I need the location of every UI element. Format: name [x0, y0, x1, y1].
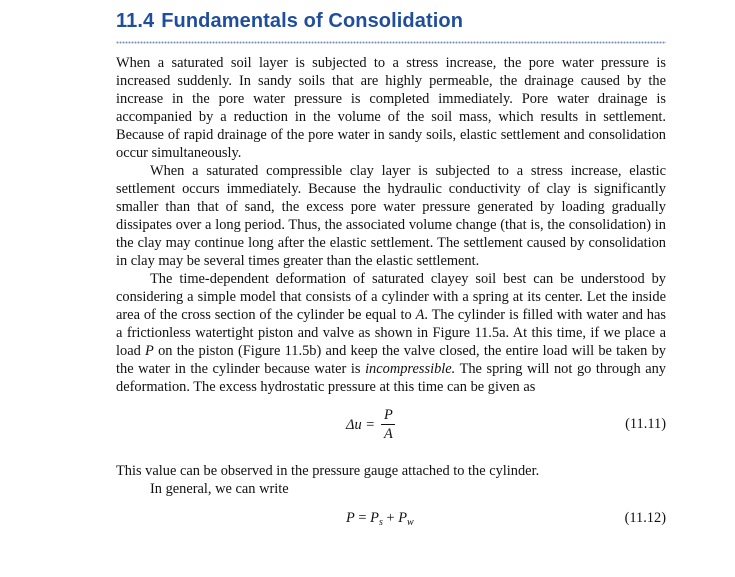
- fraction: [381, 406, 396, 443]
- emphasis-incompressible: incompressible.: [365, 361, 456, 377]
- section-title: Fundamentals of Consolidation: [161, 10, 464, 32]
- fraction-numerator: P: [383, 407, 393, 423]
- paragraph-3-part-2: . The cylinder is filled with water and has a frictionless watertight piston and valve as shown in Figure 11.5a. At this time, if we place a load: [116, 307, 666, 359]
- equation-11-12-lhs: P: [346, 510, 355, 526]
- paragraph-3: [116, 270, 666, 396]
- term-ps: P: [370, 510, 379, 526]
- plus-sign: +: [386, 510, 395, 526]
- equation-number-11-12: (11.12): [624, 510, 666, 526]
- section-heading: [116, 10, 463, 33]
- paragraph-5: In general, we can write: [150, 481, 289, 497]
- dotted-rule: [116, 41, 666, 44]
- equation-11-11-body: [346, 406, 396, 443]
- term-pw: P: [398, 510, 407, 526]
- paragraph-1: When a saturated soil layer is subjected to a stress increase, the pore water pressure is increased suddenly. In sandy soils that are highly permeable, the drainage caused by the increase in the pore water pressure is completed immediately. Pore water drainage is accompanied by a reduction in the volume of the soil mass, which results in settlement. Because of rapid drainage of the pore water in sandy soils, elastic settlement and consolidation occur simultaneously.: [116, 55, 666, 161]
- equation-11-12: [116, 498, 666, 538]
- equals-sign: =: [358, 510, 367, 526]
- paragraph-3-part-1: The time-dependent deformation of saturated clayey soil best can be understood by considering a simple model that consists of a cylinder with a spring at its center. Let the inside area of the cross section of the cylinder be equal to: [116, 271, 666, 323]
- equation-11-11: [116, 396, 666, 462]
- section-number: 11.4: [116, 10, 155, 32]
- equation-11-11-lhs: Δu =: [346, 416, 375, 433]
- paragraph-3-part-4: The spring will not go through any deformation. The excess hydrostatic pressure at this time can be given as: [116, 361, 667, 395]
- body-text: [116, 54, 666, 538]
- equation-number-11-11: (11.11): [625, 416, 666, 432]
- variable-p: P: [145, 343, 154, 359]
- equation-11-12-body: [346, 509, 414, 527]
- fraction-denominator: A: [383, 426, 393, 442]
- subscript-w: w: [406, 517, 414, 528]
- variable-a: A: [415, 307, 425, 323]
- subscript-s: s: [378, 517, 383, 528]
- paragraph-4: This value can be observed in the pressure gauge attached to the cylinder.: [116, 463, 540, 479]
- paragraph-3-part-3: on the piston (Figure 11.5b) and keep the valve closed, the entire load will be taken by the water in the cylinder because water is: [116, 343, 666, 377]
- paragraph-2: When a saturated compressible clay layer is subjected to a stress increase, elastic settlement occurs immediately. Because the hydraulic conductivity of clay is significantly smaller than that of sand, the excess pore water pressure generated by loading gradually dissipates over a long period. Thus, the associated volume change (that is, the consolidation) in the clay may continue long after the elastic settlement. The settlement caused by consolidation in clay may be several times greater than the elastic settlement.: [116, 163, 666, 269]
